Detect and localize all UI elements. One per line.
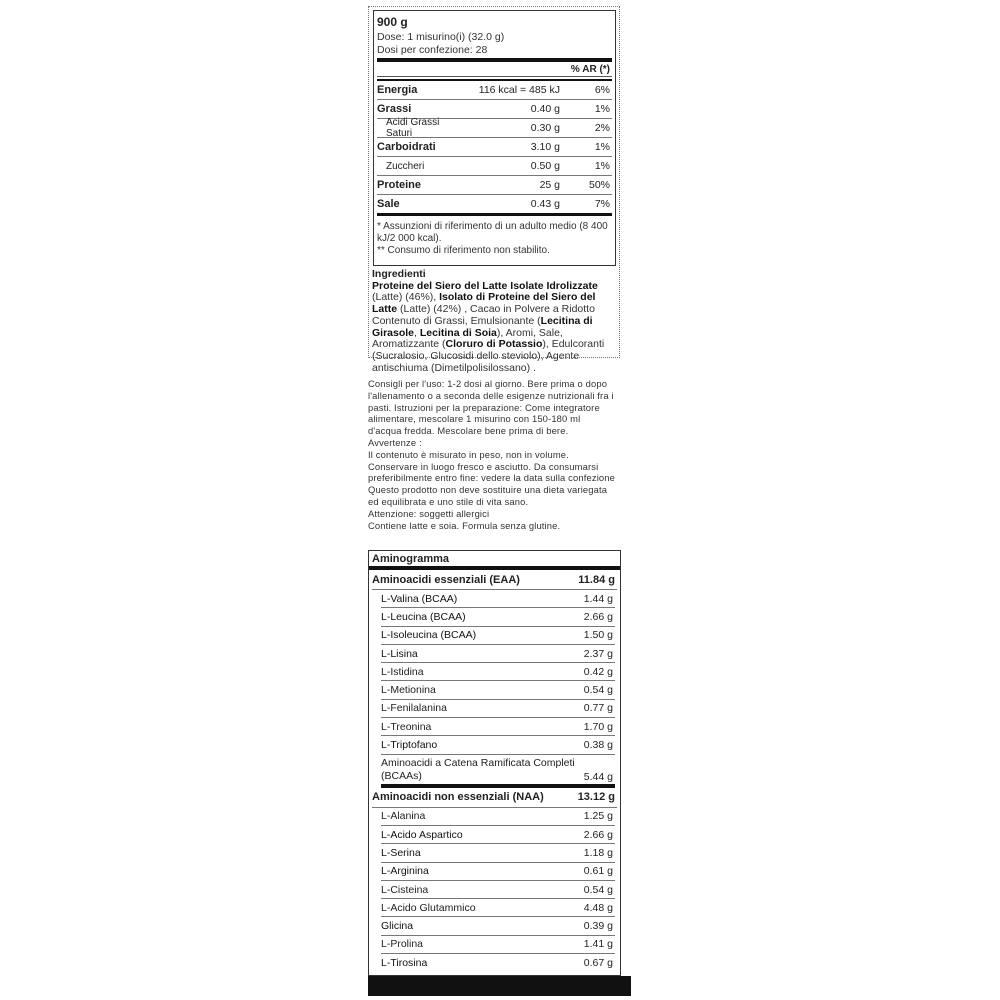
eaa-list — [369, 590, 620, 755]
nutrient-row — [377, 157, 612, 176]
nutrient-value: 0.43 g — [530, 198, 560, 210]
amino-row — [381, 590, 615, 608]
amino-name: L-Arginina — [381, 865, 429, 878]
naa-value: 13.12 g — [577, 791, 615, 804]
amino-acid-table — [368, 550, 621, 976]
nutrient-ri-percent: 1% — [594, 103, 610, 115]
amino-row — [381, 627, 615, 645]
eaa-value: 11.84 g — [578, 573, 615, 586]
nutrient-value: 3.10 g — [530, 141, 560, 153]
amino-name: L-Cisteina — [381, 883, 429, 896]
amino-row — [381, 663, 615, 681]
amino-row — [381, 954, 615, 971]
nutrient-value: 116 kcal = 485 kJ — [478, 84, 560, 96]
footnote-reference-intake: * Assunzioni di riferimento di un adulto medio (8 400 kJ/2 000 kcal). — [377, 221, 608, 244]
ingredients-text — [372, 281, 616, 375]
amino-row — [381, 936, 615, 954]
amino-name: L-Isoleucina (BCAA) — [381, 629, 477, 642]
amino-value: 2.66 g — [583, 610, 613, 623]
servings-per-package: Dosi per confezione: 28 — [377, 44, 612, 62]
serving-size: Dose: 1 misurino(i) (32.0 g) — [377, 31, 505, 43]
amino-name: L-Triptofano — [381, 739, 438, 752]
package-size: 900 g — [377, 15, 408, 29]
amino-value: 1.18 g — [583, 846, 613, 859]
amino-name: L-Fenilalanina — [381, 702, 447, 715]
nutrient-name: Sale — [377, 198, 400, 210]
usage-line: preferibilmente entro fine: vedere la data sulla confezione — [368, 472, 616, 484]
nutrient-name: Acidi Grassi Saturi — [386, 117, 440, 139]
nutrient-name: Energia — [377, 84, 418, 96]
ingredients-title: Ingredienti — [372, 268, 426, 280]
nutrient-row — [377, 176, 612, 195]
amino-table-title: Aminogramma — [369, 551, 620, 570]
amino-value: 1.50 g — [583, 629, 613, 642]
amino-row — [381, 826, 615, 844]
ingredient-highlight: Cloruro di Potassio — [445, 338, 543, 351]
amino-name: L-Valina (BCAA) — [381, 592, 458, 605]
ingredient-highlight: Proteine del Siero del Latte Isolate Idrolizzate — [372, 279, 598, 292]
nutrient-ri-percent: 1% — [594, 160, 610, 172]
nutrition-panel — [368, 6, 620, 374]
amino-row — [381, 700, 615, 718]
amino-name: L-Lisina — [381, 647, 418, 660]
amino-value: 0.61 g — [583, 865, 613, 878]
usage-line: Conservare in luogo fresco e asciutto. Da consumarsi — [368, 460, 599, 472]
nutrient-rows — [377, 79, 612, 216]
nutrient-row — [377, 79, 612, 100]
amino-name: L-Tirosina — [381, 956, 428, 969]
amino-name: L-Serina — [381, 846, 421, 859]
nutrient-row — [377, 119, 612, 138]
nutrient-ri-percent: 50% — [588, 179, 610, 191]
nutrient-name: Carboidrati — [377, 141, 436, 153]
amino-row — [381, 899, 615, 917]
usage-line: Avvertenze : — [368, 436, 422, 448]
usage-line: Contiene latte e soia. Formula senza glutine. — [368, 519, 561, 531]
ingredient-text: (Latte) (42%) , Cacao in Polvere a Ridotto Contenuto di Grassi, Emulsionante ( — [372, 303, 595, 327]
usage-line: Attenzione: soggetti allergici — [368, 507, 490, 519]
naa-row — [372, 788, 617, 808]
nutrient-row — [377, 138, 612, 157]
naa-list — [369, 808, 620, 972]
nutrient-ri-percent: 2% — [594, 122, 610, 134]
usage-line: ed equilibrata e uno stile di vita sano. — [368, 495, 529, 507]
nutrient-ri-percent: 6% — [594, 84, 610, 96]
usage-line: Consigli per l'uso: 1-2 dosi al giorno. Bere prima o dopo — [368, 378, 608, 389]
footnotes — [377, 221, 612, 257]
nutrient-value: 0.40 g — [530, 103, 560, 115]
amino-name: L-Acido Aspartico — [381, 828, 463, 841]
bottom-bar — [368, 976, 631, 996]
amino-value: 0.67 g — [583, 956, 613, 969]
amino-value: 1.25 g — [583, 810, 613, 823]
amino-value: 1.41 g — [583, 938, 613, 951]
ingredient-text: ), Aromi, Sale, Aromatizzante ( — [372, 326, 563, 351]
amino-name: L-Alanina — [381, 810, 426, 823]
amino-row — [381, 736, 615, 754]
amino-row — [381, 917, 615, 935]
usage-line: d'acqua fredda. Mescolare bene prima di bere. — [368, 425, 569, 437]
nutrient-name: Proteine — [377, 179, 422, 191]
usage-line: Questo prodotto non deve sostituire una dieta variegata — [368, 484, 608, 496]
amino-value: 0.39 g — [583, 920, 613, 933]
amino-row — [381, 808, 615, 826]
footnote-not-established: ** Consumo di riferimento non stabilito. — [377, 245, 550, 256]
ingredient-highlight: Isolato di Proteine del Siero del Latte — [372, 291, 596, 316]
ingredient-text: , — [414, 326, 420, 339]
usage-instructions — [368, 378, 628, 531]
amino-value: 2.66 g — [583, 828, 613, 841]
nutrient-value: 0.50 g — [530, 160, 560, 172]
amino-row — [381, 681, 615, 699]
nutrient-row — [377, 195, 612, 216]
amino-row — [381, 608, 615, 626]
ingredient-text: (Latte) (46%), — [372, 291, 440, 304]
amino-row — [381, 645, 615, 663]
amino-name: L-Treonina — [381, 720, 432, 733]
amino-row — [381, 881, 615, 899]
amino-name: L-Metionina — [381, 684, 436, 697]
amino-name: L-Prolina — [381, 938, 424, 951]
ingredients-section — [372, 269, 616, 374]
ingredient-highlight: Lecitina di Girasole — [372, 314, 593, 339]
nutrient-ri-percent: 1% — [594, 141, 610, 153]
ingredient-highlight: Lecitina di Soia — [419, 326, 497, 339]
eaa-row — [372, 570, 617, 590]
amino-row — [381, 863, 615, 881]
usage-line: alimentare, mescolare 1 misurino con 150-180 ml — [368, 413, 581, 425]
ri-column-header — [377, 62, 612, 77]
usage-line: pasti. Istruzioni per la preparazione: Come integratore — [368, 401, 600, 413]
naa-name: Aminoacidi non essenziali (NAA) — [372, 791, 544, 804]
amino-row — [381, 844, 615, 862]
amino-value: 0.77 g — [583, 702, 613, 715]
ri-header-label: % AR (*) — [570, 63, 610, 75]
amino-value: 0.38 g — [583, 739, 613, 752]
nutrient-name: Zuccheri — [386, 160, 425, 172]
usage-line: l'allenamento o a seconda delle esigenze nutrizionali fra i — [368, 389, 614, 401]
nutrient-ri-percent: 7% — [594, 198, 610, 210]
amino-row — [381, 718, 615, 736]
amino-value: 0.54 g — [583, 684, 613, 697]
amino-value: 0.54 g — [583, 883, 613, 896]
nutrition-table — [373, 10, 616, 266]
nutrient-value: 25 g — [539, 179, 560, 191]
ingredient-text: ), Edulcoranti (Sucralosio, Glucosidi dello steviolo), Agente antischiuma (Dimetilpolisilossano) . — [372, 338, 605, 374]
amino-value: 2.37 g — [583, 647, 613, 660]
nutrient-value: 0.30 g — [530, 122, 560, 134]
amino-value: 4.48 g — [583, 901, 613, 914]
bcaa-total-value: 5.44 g — [583, 770, 613, 783]
amino-value: 0.42 g — [583, 665, 613, 678]
bcaa-total-row — [381, 755, 615, 788]
amino-name: L-Istidina — [381, 665, 424, 678]
amino-name: L-Acido Glutammico — [381, 901, 476, 914]
amino-value: 1.70 g — [583, 720, 613, 733]
amino-value: 1.44 g — [583, 592, 613, 605]
usage-line: Il contenuto è misurato in peso, non in volume. — [368, 448, 569, 460]
amino-name: L-Leucina (BCAA) — [381, 610, 466, 623]
eaa-name: Aminoacidi essenziali (EAA) — [372, 573, 520, 586]
nutrient-name: Grassi — [377, 103, 412, 115]
bcaa-total-name: Aminoacidi a Catena Ramificata Completi (BCAAs) — [381, 756, 575, 782]
amino-name: Glicina — [381, 920, 414, 933]
